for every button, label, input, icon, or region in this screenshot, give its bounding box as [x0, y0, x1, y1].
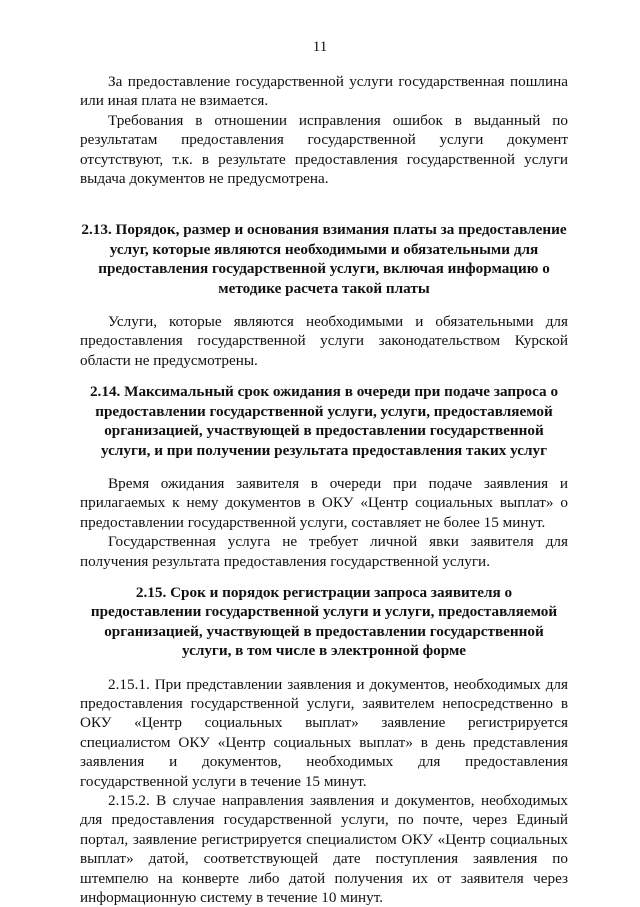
- document-body: [80, 72, 568, 907]
- heading-2-14: 2.14. Максимальный срок ожидания в очереди при подаче запроса о предоставлении государственной услуги, услуги, предоставляемой организацией, участвующей в предоставлении государственной услуги, и при получении результата предоставления таких услуг: [89, 383, 559, 459]
- page-number: 11: [312, 39, 328, 55]
- paragraph-fee: За предоставление государственной услуги государственная пошлина или иная плата не взимается.: [80, 73, 568, 110]
- paragraph-2-15-2: 2.15.2. В случае направления заявления и документов, необходимых для предоставления государственной услуги, по почте, через Единый портал, заявление регистрируется специалистом ОКУ «Центр социальных выплат» датой, соответствующей дате поступления заявления по штемпелю на конверте либо датой получения их от заявителя через информационную систему в течение 10 минут.: [80, 792, 568, 907]
- heading-2-15: 2.15. Срок и порядок регистрации запроса заявителя о предоставлении государственной услуги и услуги, предоставляемой организацией, участвующей в предоставлении государственной услуги, в том числе в электронной форме: [90, 583, 558, 660]
- paragraph-2-13: Услуги, которые являются необходимыми и обязательными для предоставления государственной услуги законодательством Курской области не предусмотрены.: [80, 313, 568, 369]
- paragraph-2-15-1: 2.15.1. При представлении заявления и документов, необходимых для предоставления государственной услуги, заявителем непосредственно в ОКУ «Центр социальных выплат» заявление регистрируется специалистом ОКУ «Центр социальных выплат» в день представления заявления и документов, необходимых для предоставления государственной услуги в течение 15 минут.: [80, 675, 568, 790]
- paragraph-2-14-no-visit: Государственная услуга не требует личной явки заявителя для получения результата предоставления государственной услуги.: [80, 533, 568, 570]
- paragraph-2-14-wait-time: Время ожидания заявителя в очереди при подаче заявления и прилагаемых к нему документов в ОКУ «Центр социальных выплат» о предоставлении государственной услуги, составляет не более 15 минут.: [80, 474, 568, 531]
- heading-2-13: 2.13. Порядок, размер и основания взимания платы за предоставление услуг, которые являются необходимыми и обязательными для предоставления государственной услуги, включая информацию о методике расчета такой платы: [81, 221, 567, 297]
- paragraph-error-correction: Требования в отношении исправления ошибок в выданный по результатам предоставления государственной услуги документ отсутствуют, т.к. в результате предоставления государственной услуги выдача документов не предусмотрена.: [80, 111, 568, 188]
